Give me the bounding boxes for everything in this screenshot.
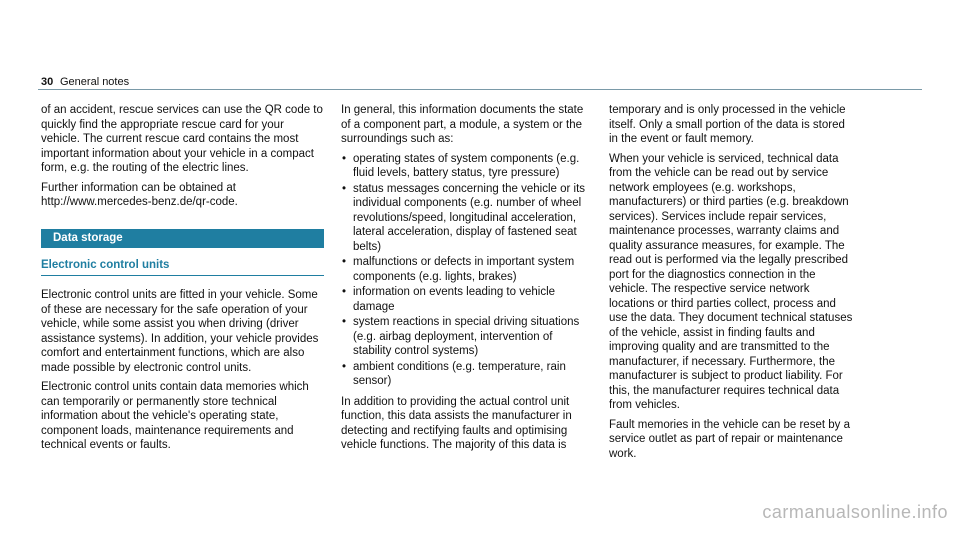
- page-header: [38, 0, 922, 90]
- running-title: General notes: [60, 76, 130, 88]
- qr-code-paragraph: of an accident, rescue services can use the QR code to quickly find the appropriate rescue card for your vehicle. The current rescue card contains the most important information about your vehicle in a compact form, e.g. the routing of the electric lines.: [41, 104, 323, 174]
- column-left: [41, 103, 326, 458]
- temporary-data-paragraph: temporary and is only processed in the vehicle itself. Only a small portion of the data is stored in the event or fault memory.: [609, 104, 846, 145]
- further-info-paragraph: Further information can be obtained at http://www.mercedes-benz.de/qr-code.: [41, 181, 238, 208]
- subsection-heading-ecu: Electronic control units: [41, 258, 324, 277]
- fault-memory-paragraph: Fault memories in the vehicle can be reset by a service outlet as part of repair or maintenance work.: [609, 418, 850, 460]
- page-number: 30: [41, 76, 54, 88]
- list-item: • ambient conditions (e.g. temperature, rain sensor): [341, 360, 591, 389]
- state-intro-paragraph: In general, this information documents the state of a component part, a module, a system or the surroundings such as:: [341, 104, 584, 145]
- list-item: • malfunctions or defects in important system components (e.g. lights, brakes): [341, 255, 591, 284]
- list-item: • operating states of system components (e.g. fluid levels, battery status, tyre pressure): [341, 152, 591, 181]
- data-types-list: [341, 152, 591, 389]
- section-heading-data-storage: Data storage: [41, 229, 324, 248]
- function-paragraph: In addition to providing the actual control unit function, this data assists the manufacturer in detecting and rectifying faults and optimising vehicle functions. The majority of this data is: [341, 395, 572, 451]
- list-item: • system reactions in special driving situations (e.g. airbag deployment, intervention of stability control systems): [341, 315, 591, 359]
- service-readout-paragraph: When your vehicle is serviced, technical data from the vehicle can be read out by service network employees (e.g. workshops, manufacturers) or third parties (e.g. breakdown services). Services include repair services, maintenance processes, warranty claims and quality assurance measures, for example. The read out is performed via the legally prescribed port for the diagnostics connection in the vehicle. The respective service network locations or third parties collect, process and use the data. They document technical statuses of the vehicle, assist in finding faults and improving quality and are transmitted to the manufacturer, if necessary. Furthermore, the manufacturer is subject to product liability. For this, the manufacturer requires technical data from vehicles.: [609, 152, 853, 411]
- header-divider: [38, 89, 922, 90]
- ecu-paragraph-1: Electronic control units are fitted in your vehicle. Some of these are necessary for the safe operation of your vehicle, while some assist you when driving (driver assistance systems). In addition, your vehicle provides comfort and entertainment functions, which are also made possible by electronic control units.: [41, 289, 319, 374]
- ecu-paragraph-2: Electronic control units contain data memories which can temporarily or permanently store technical information about the vehicle's operating state, component loads, maintenance requirements and technical events or faults.: [41, 381, 309, 451]
- column-right: [609, 103, 854, 466]
- list-item: • information on events leading to vehicle damage: [341, 285, 591, 314]
- site-watermark: carmanualsonline.info: [762, 502, 948, 522]
- column-middle: [341, 103, 591, 458]
- list-item: • status messages concerning the vehicle or its individual components (e.g. number of wheel revolutions/speed, longitudinal acceleration, lateral acceleration, display of fastened seat belts): [341, 182, 591, 255]
